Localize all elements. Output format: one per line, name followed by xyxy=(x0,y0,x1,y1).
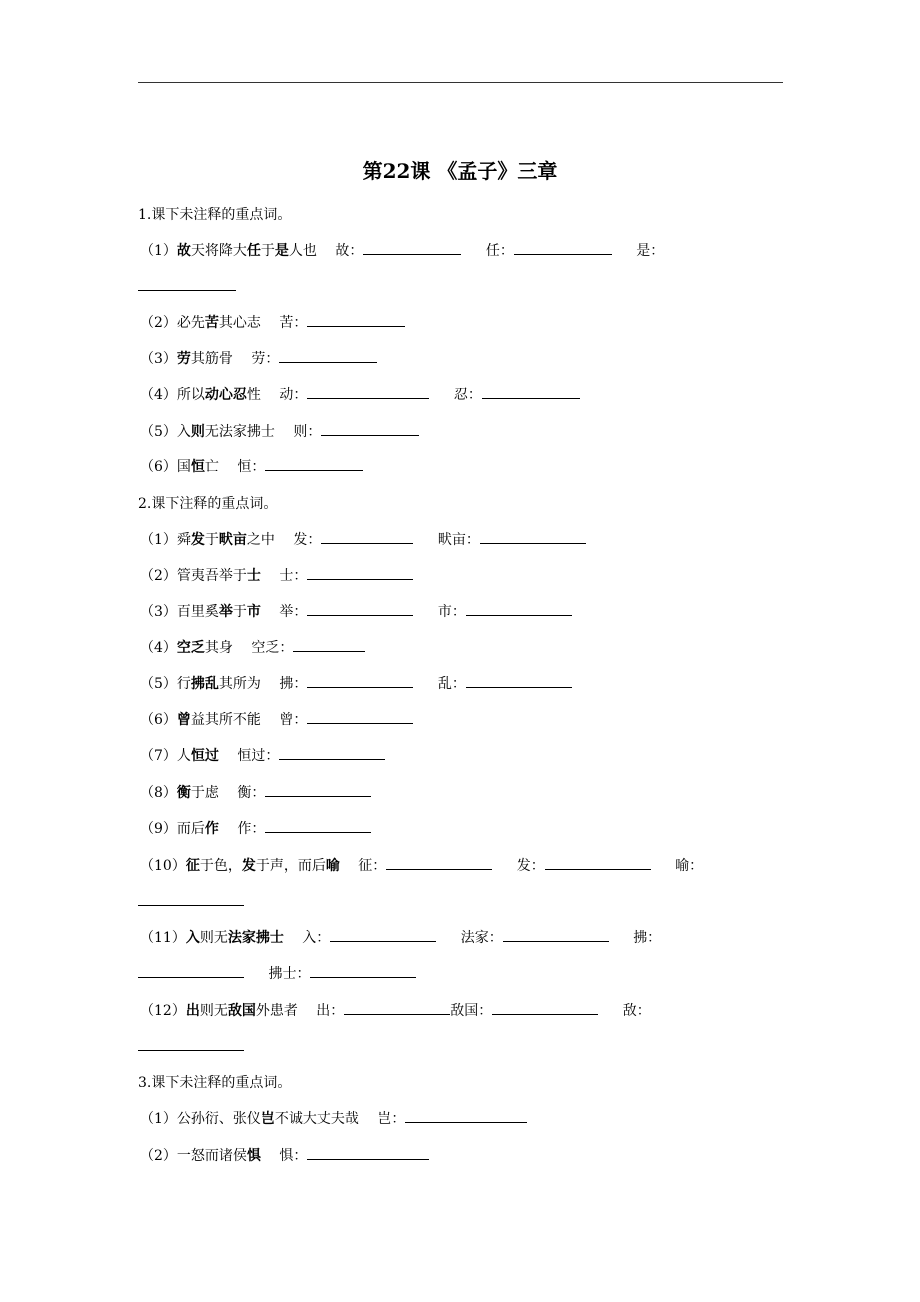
answer-blank[interactable] xyxy=(321,529,413,544)
header-rule xyxy=(138,82,783,83)
section-1-heading: 1.课下未注释的重点词。 xyxy=(138,207,292,223)
answer-blank[interactable] xyxy=(344,1000,450,1015)
item-2-2: （2）管夷吾举于士 士： xyxy=(140,565,413,587)
answer-blank[interactable] xyxy=(545,855,651,870)
item-1-1-cont xyxy=(138,276,236,298)
answer-blank[interactable] xyxy=(138,1036,244,1051)
answer-blank[interactable] xyxy=(480,529,586,544)
answer-blank[interactable] xyxy=(279,348,377,363)
item-2-6: （6）曾益其所不能 曾： xyxy=(140,709,413,731)
answer-blank[interactable] xyxy=(503,927,609,942)
answer-blank[interactable] xyxy=(363,240,461,255)
item-2-1: （1）舜发于畎亩之中 发： 畎亩： xyxy=(140,529,586,551)
item-3-2: （2）一怒而诸侯惧 惧： xyxy=(140,1145,429,1167)
item-2-12-cont xyxy=(138,1036,244,1058)
answer-blank[interactable] xyxy=(138,891,244,906)
answer-blank[interactable] xyxy=(466,601,572,616)
answer-blank[interactable] xyxy=(138,276,236,291)
section-3-heading: 3.课下未注释的重点词。 xyxy=(138,1075,292,1091)
item-2-7: （7）人恒过 恒过： xyxy=(140,745,385,767)
item-2-3: （3）百里奚举于市 举： 市： xyxy=(140,601,572,623)
answer-blank[interactable] xyxy=(466,673,572,688)
item-1-1: （1）故天将降大任于是人也 故： 任： 是： xyxy=(140,240,664,262)
answer-blank[interactable] xyxy=(310,963,416,978)
answer-blank[interactable] xyxy=(293,637,365,652)
answer-blank[interactable] xyxy=(138,963,244,978)
answer-blank[interactable] xyxy=(307,709,413,724)
item-2-9: （9）而后作 作： xyxy=(140,818,371,840)
answer-blank[interactable] xyxy=(265,456,363,471)
item-2-11-cont: 拂士： xyxy=(138,963,416,985)
answer-blank[interactable] xyxy=(330,927,436,942)
answer-blank[interactable] xyxy=(492,1000,598,1015)
answer-blank[interactable] xyxy=(405,1108,527,1123)
answer-blank[interactable] xyxy=(386,855,492,870)
answer-blank[interactable] xyxy=(265,782,371,797)
item-1-6: （6）国恒亡 恒： xyxy=(140,456,363,478)
item-3-1: （1）公孙衍、张仪岂不诚大丈夫哉 岂： xyxy=(140,1108,527,1130)
answer-blank[interactable] xyxy=(307,565,413,580)
section-2-heading: 2.课下注释的重点词。 xyxy=(138,496,278,512)
item-2-10: （10）征于色，发于声，而后喻 征： 发： 喻： xyxy=(140,855,703,877)
item-1-5: （5）入则无法家拂士 则： xyxy=(140,421,419,443)
item-2-5: （5）行拂乱其所为 拂： 乱： xyxy=(140,673,572,695)
answer-blank[interactable] xyxy=(482,384,580,399)
item-1-3: （3）劳其筋骨 劳： xyxy=(140,348,377,370)
quote: 故天将降大任于是人也 xyxy=(176,243,317,259)
answer-blank[interactable] xyxy=(307,601,413,616)
item-2-12: （12）出则无敌国外患者 出： 敌国： 敌： xyxy=(140,1000,651,1022)
item-1-2: （2）必先苦其心志 苦： xyxy=(140,312,405,334)
answer-blank[interactable] xyxy=(307,673,413,688)
item-2-10-cont xyxy=(138,891,244,913)
page-title: 第22课 《孟子》三章 xyxy=(362,159,558,183)
answer-blank[interactable] xyxy=(307,384,429,399)
answer-blank[interactable] xyxy=(307,312,405,327)
item-2-4: （4）空乏其身 空乏： xyxy=(140,637,365,659)
item-2-8: （8）衡于虑 衡： xyxy=(140,782,371,804)
answer-blank[interactable] xyxy=(279,745,385,760)
item-1-4: （4）所以动心忍性 动： 忍： xyxy=(140,384,580,406)
item-2-11: （11）入则无法家拂士 入： 法家： 拂： xyxy=(140,927,661,949)
answer-blank[interactable] xyxy=(321,421,419,436)
answer-blank[interactable] xyxy=(265,818,371,833)
answer-blank[interactable] xyxy=(307,1145,429,1160)
answer-blank[interactable] xyxy=(514,240,612,255)
